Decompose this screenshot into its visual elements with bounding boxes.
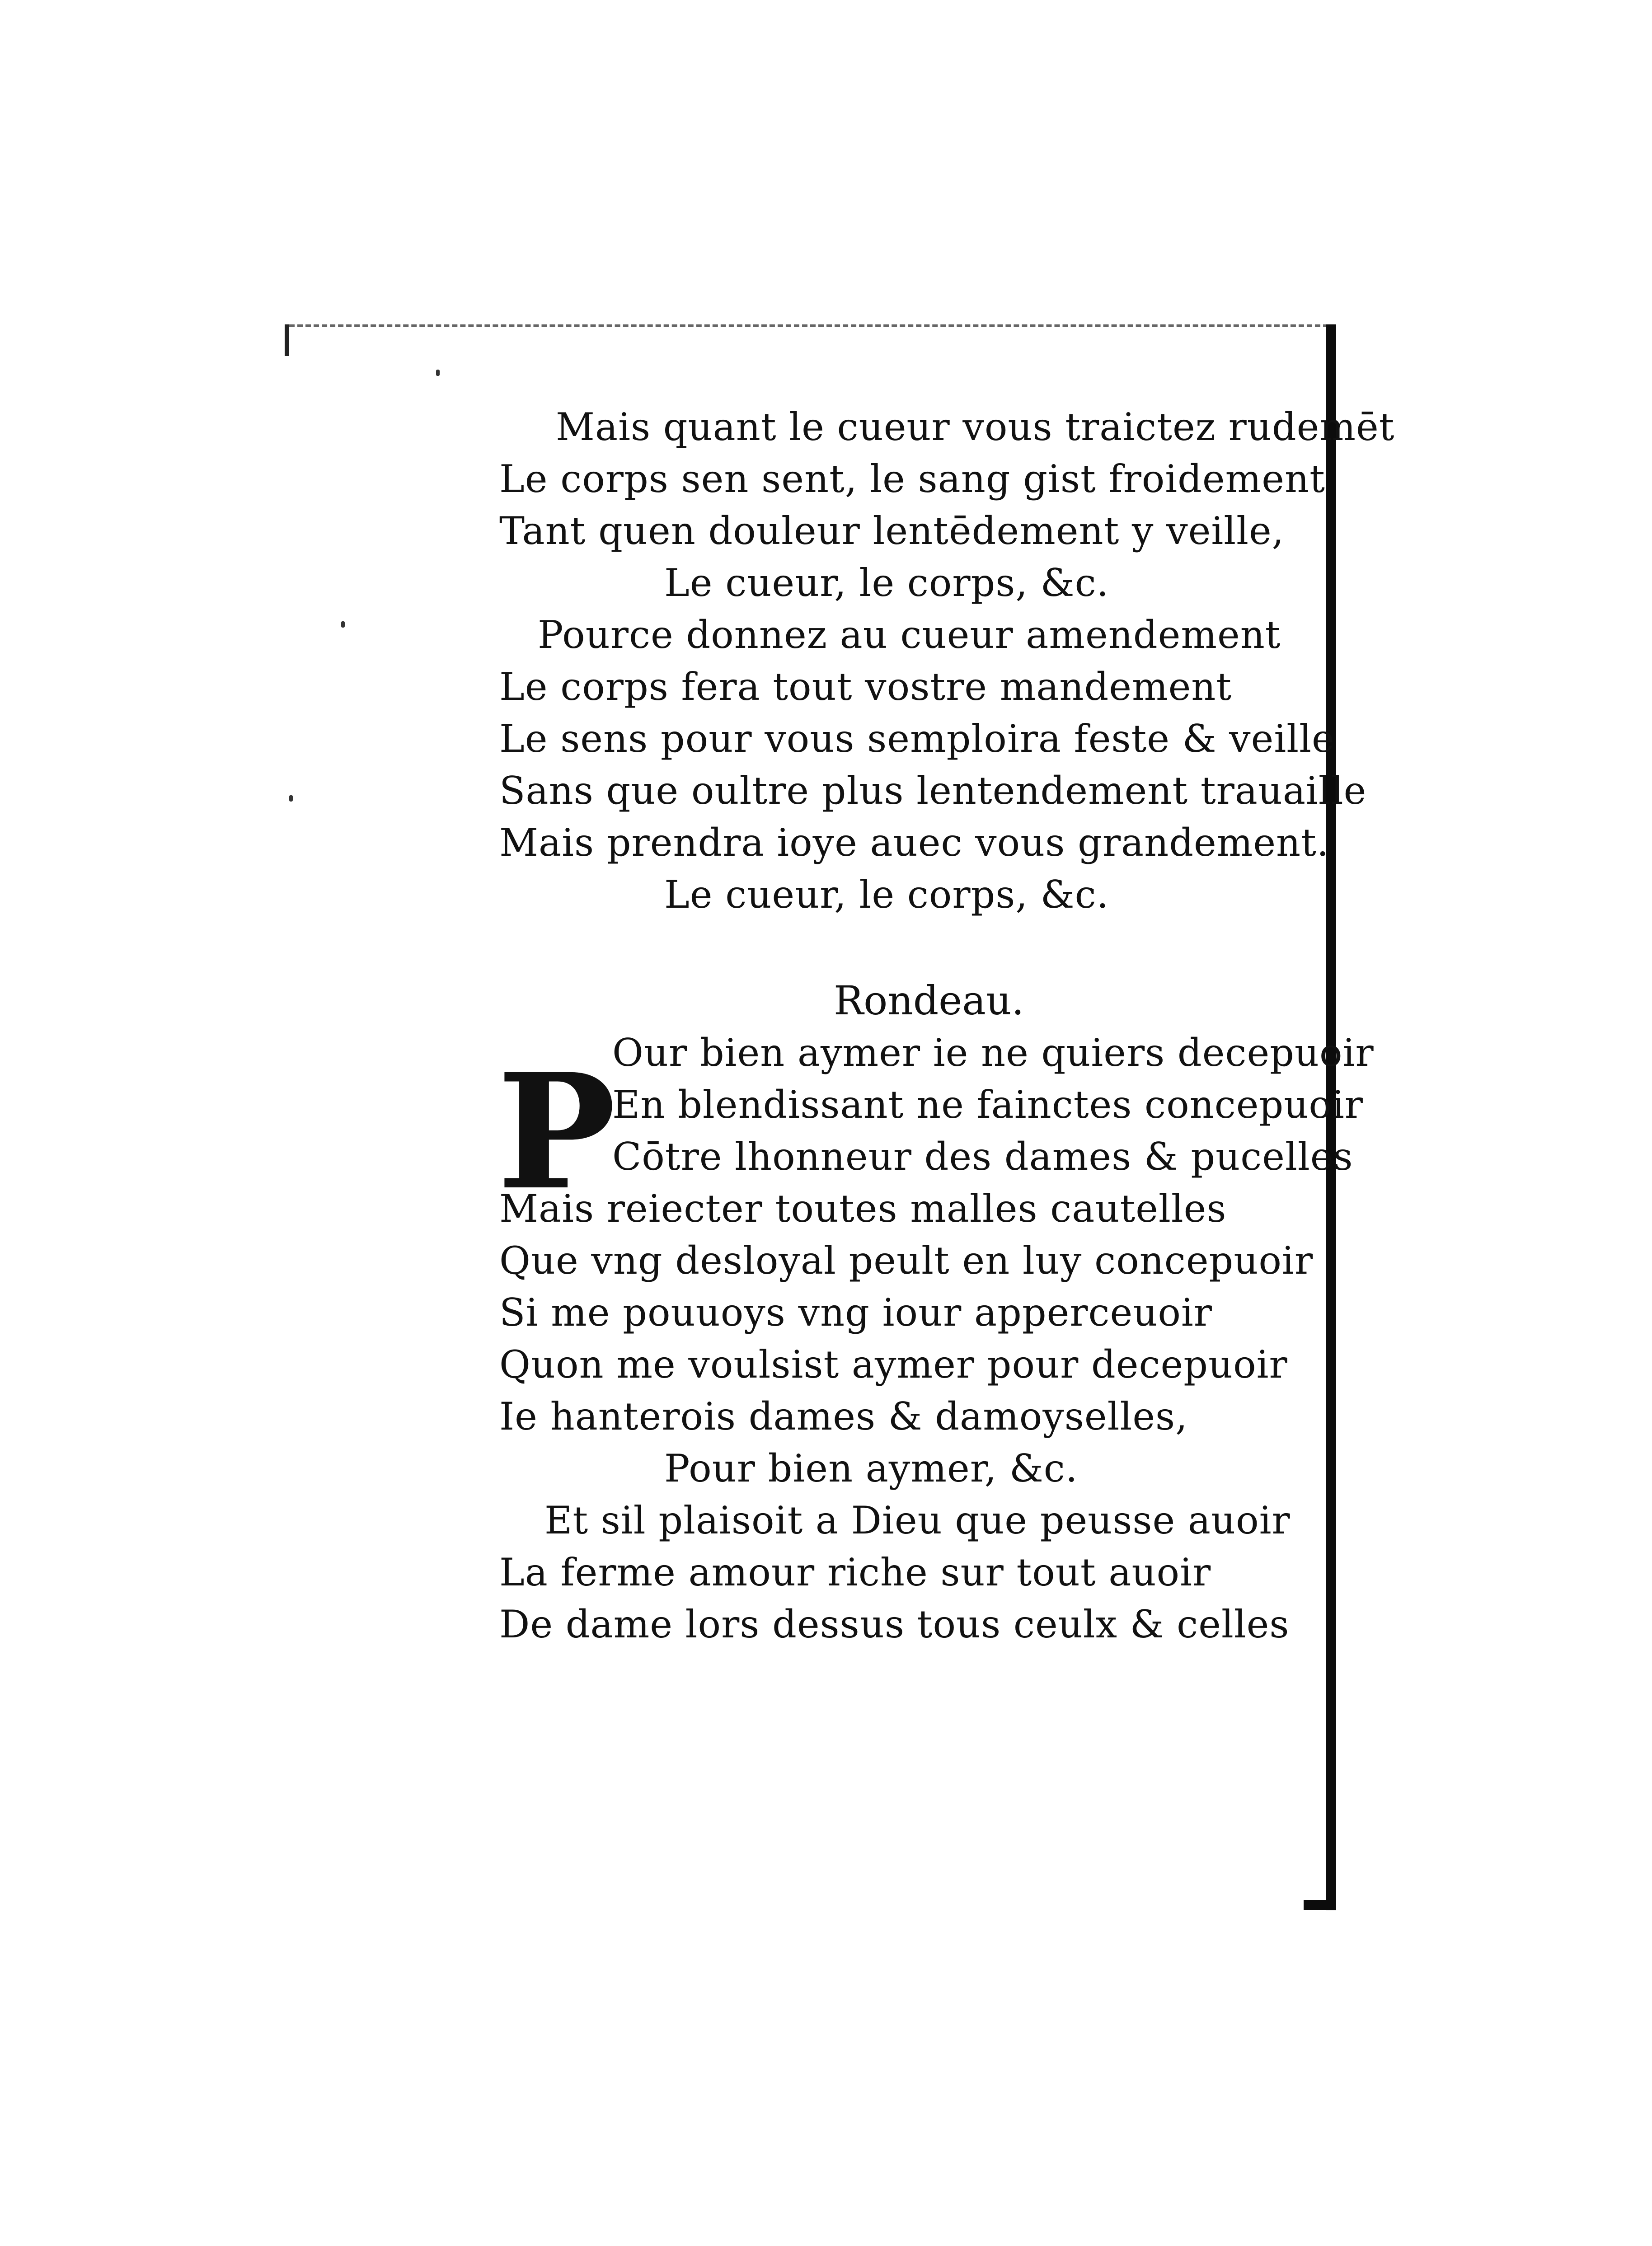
- rondeau-heading: Rondeau.: [834, 977, 1024, 1024]
- verse-line: La ferme amour riche sur tout auoir: [499, 1550, 1211, 1594]
- drop-cap-initial: P: [497, 1039, 616, 1225]
- verse-line: De dame lors dessus tous ceulx & celles: [499, 1602, 1290, 1646]
- ink-speck: [341, 621, 345, 628]
- verse-line: Our bien aymer ie ne quiers decepuoir: [612, 1031, 1374, 1075]
- verse-line: Mais reiecter toutes malles cautelles: [499, 1186, 1227, 1231]
- page-corner-mark: [285, 324, 289, 356]
- verse-line: Le corps sen sent, le sang gist froidement: [499, 457, 1325, 501]
- ink-speck: [436, 370, 440, 376]
- page-right-edge-foot: [1304, 1900, 1336, 1910]
- verse-line: Cōtre lhonneur des dames & pucelles: [612, 1135, 1353, 1179]
- verse-line: Mais prendra ioye auec vous grandement.: [499, 821, 1329, 865]
- verse-line: Sans que oultre plus lentendement trauaille: [499, 769, 1367, 813]
- verse-line: Si me pouuoys vng iour apperceuoir: [499, 1290, 1212, 1335]
- page-top-rule: [289, 324, 1328, 327]
- refrain-line: Le cueur, le corps, &c.: [664, 872, 1109, 917]
- verse-line: Pource donnez au cueur amendement: [538, 613, 1281, 657]
- verse-line: Et sil plaisoit a Dieu que peusse auoir: [544, 1498, 1291, 1543]
- verse-line: Mais quant le cueur vous traictez rudemēt: [556, 405, 1395, 449]
- verse-line: Le corps fera tout vostre mandement: [499, 665, 1232, 709]
- verse-line: Quon me voulsist aymer pour decepuoir: [499, 1342, 1288, 1387]
- refrain-line: Pour bien aymer, &c.: [664, 1446, 1078, 1491]
- verse-line: Ie hanterois dames & damoyselles,: [499, 1394, 1188, 1439]
- verse-line: Tant quen douleur lentēdement y veille,: [499, 509, 1285, 553]
- verse-line: Que vng desloyal peult en luy concepuoir: [499, 1238, 1314, 1283]
- refrain-line: Le cueur, le corps, &c.: [664, 561, 1109, 605]
- ink-speck: [289, 795, 293, 802]
- verse-line: Le sens pour vous semploira feste & veille: [499, 717, 1335, 761]
- verse-line: En blendissant ne fainctes concepuoir: [612, 1083, 1363, 1127]
